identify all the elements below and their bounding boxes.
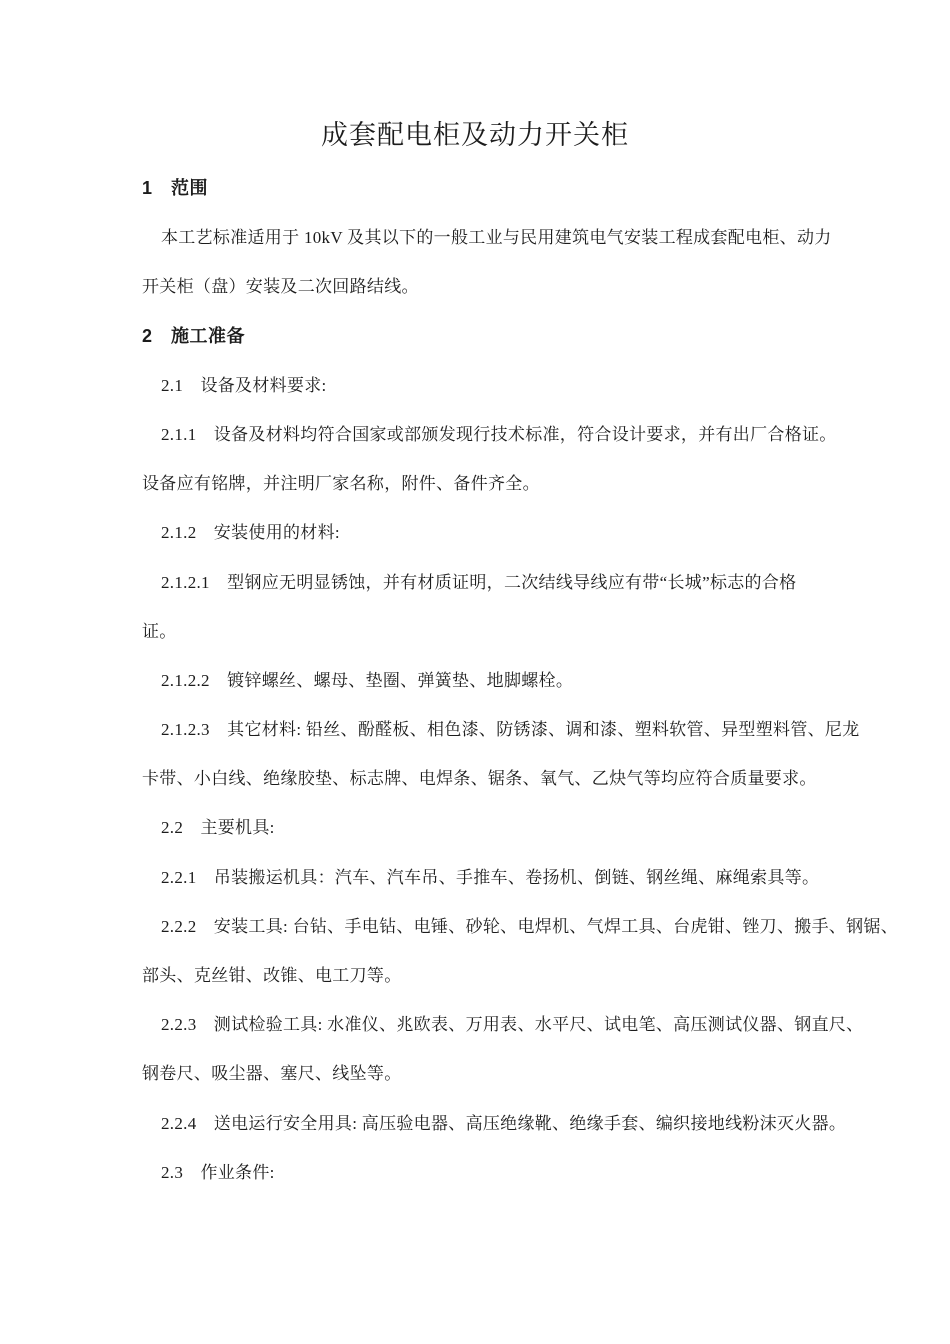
heading-1-scope: 1 范围	[142, 178, 209, 198]
document-body	[142, 164, 899, 1197]
clause-2-1-2-3-line-1: 2.1.2.3 其它材料: 铅丝、酚醛板、相色漆、防锈漆、调和漆、塑料软管、异型塑料管、尼龙	[161, 720, 860, 740]
clause-2-1-1-line-1: 2.1.1 设备及材料均符合国家或部颁发现行技术标准，符合设计要求，并有出厂合格证。	[161, 424, 837, 444]
scope-paragraph-line-1: 本工艺标准适用于 10kV 及其以下的一般工业与民用建筑电气安装工程成套配电柜、动力	[161, 228, 832, 248]
clause-2-2-3-testing-tools-line-1: 2.2.3 测试检验工具: 水准仪、兆欧表、万用表、水平尺、试电笔、高压测试仪器、钢直尺、	[161, 1015, 864, 1035]
heading-2-construction-preparation: 2 施工准备	[142, 325, 246, 346]
clause-2-2-4-safety-equipment: 2.2.4 送电运行安全用具: 高压验电器、高压绝缘靴、绝缘手套、编织接地线粉沫灭火器。	[161, 1113, 847, 1133]
clause-2-2-3-testing-tools-line-2: 钢卷尺、吸尘器、塞尺、线坠等。	[142, 1064, 402, 1084]
clause-2-1-2-3-line-2: 卡带、小白线、绝缘胶垫、标志牌、电焊条、锯条、氧气、乙炔气等均应符合质量要求。	[142, 769, 817, 789]
heading-2-2-main-tools: 2.2 主要机具:	[161, 818, 275, 838]
heading-2-3-work-conditions: 2.3 作业条件:	[161, 1162, 275, 1182]
scope-paragraph-line-2: 开关柜（盘）安装及二次回路结线。	[142, 277, 419, 297]
clause-2-1-2-1-line-1: 2.1.2.1 型钢应无明显锈蚀，并有材质证明，二次结线导线应有带“长城”标志的合格	[161, 572, 797, 592]
clause-2-1-2-2: 2.1.2.2 镀锌螺丝、螺母、垫圈、弹簧垫、地脚螺栓。	[161, 670, 574, 690]
clause-2-2-1-hoisting-tools: 2.2.1 吊装搬运机具：汽车、汽车吊、手推车、卷扬机、倒链、钢丝绳、麻绳索具等。	[161, 867, 820, 887]
heading-2-1-2-installation-materials: 2.1.2 安装使用的材料:	[161, 523, 340, 543]
heading-2-1-equipment-material-requirements: 2.1 设备及材料要求:	[161, 375, 327, 395]
clause-2-1-2-1-line-2: 证。	[142, 621, 177, 641]
clause-2-1-1-line-2: 设备应有铭牌，并注明厂家名称，附件、备件齐全。	[142, 474, 540, 494]
clause-2-2-2-installation-tools-line-1: 2.2.2 安装工具: 台钻、手电钻、电锤、砂轮、电焊机、气焊工具、台虎钳、锉刀、搬手、钢锯、	[161, 916, 899, 936]
clause-2-2-2-installation-tools-line-2: 部头、克丝钳、改锥、电工刀等。	[142, 966, 402, 985]
document-title: 成套配电柜及动力开关柜	[321, 120, 629, 150]
